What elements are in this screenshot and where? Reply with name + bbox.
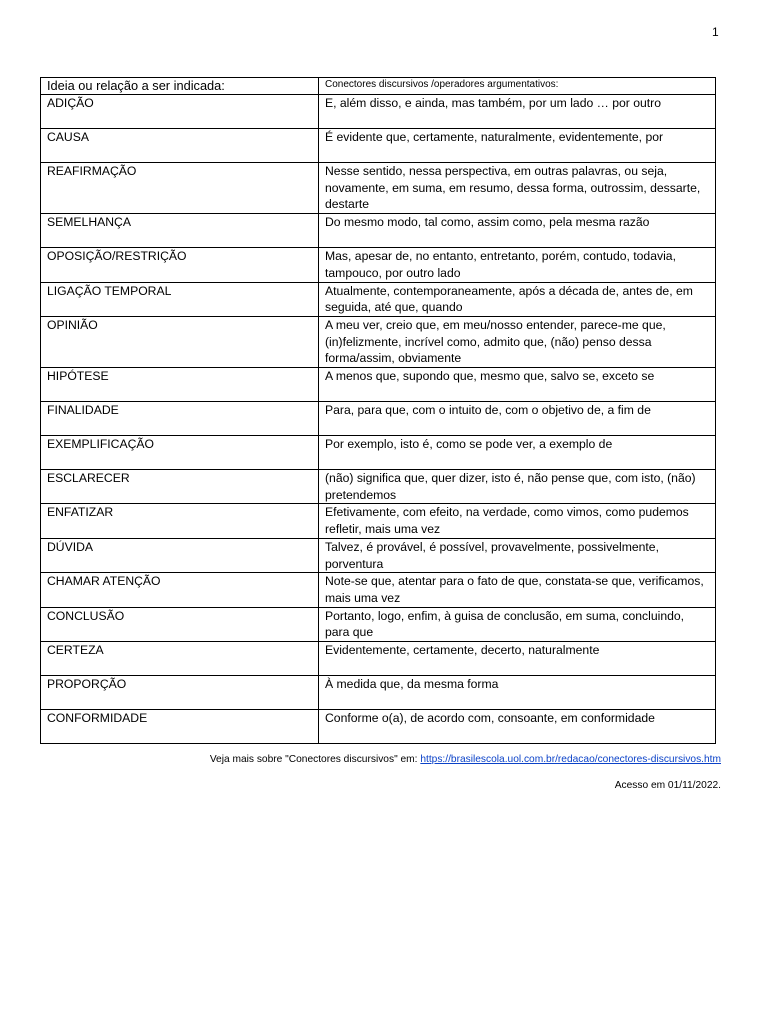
connectors-cell: Efetivamente, com efeito, na verdade, como vimos, como pudemos refletir, mais uma vez [319, 504, 716, 538]
idea-cell: CHAMAR ATENÇÃO [41, 573, 319, 607]
idea-cell: CONFORMIDADE [41, 710, 319, 744]
table-row [41, 129, 716, 163]
access-date: Acesso em 01/11/2022. [614, 780, 721, 791]
table-row [41, 538, 716, 572]
idea-cell: ENFATIZAR [41, 504, 319, 538]
idea-cell: CERTEZA [41, 642, 319, 676]
connectors-cell: Nesse sentido, nessa perspectiva, em outras palavras, ou seja, novamente, em suma, em resumo, dessa forma, outrossim, dessarte, destarte [319, 163, 716, 214]
idea-cell: CONCLUSÃO [41, 607, 319, 641]
idea-cell: OPINIÃO [41, 316, 319, 367]
connectors-cell: Portanto, logo, enfim, à guisa de conclusão, em suma, concluindo, para que [319, 607, 716, 641]
idea-cell: OPOSIÇÃO/RESTRIÇÃO [41, 248, 319, 282]
idea-cell: CAUSA [41, 129, 319, 163]
table-row [41, 368, 716, 402]
idea-cell: EXEMPLIFICAÇÃO [41, 436, 319, 470]
idea-cell: HIPÓTESE [41, 368, 319, 402]
connectors-cell: Do mesmo modo, tal como, assim como, pela mesma razão [319, 214, 716, 248]
connectors-cell: Note-se que, atentar para o fato de que, constata-se que, verificamos, mais uma vez [319, 573, 716, 607]
table-row [41, 316, 716, 367]
connectors-table [40, 77, 716, 744]
table-row [41, 470, 716, 504]
idea-cell: SEMELHANÇA [41, 214, 319, 248]
source-prefix: Veja mais sobre "Conectores discursivos" em: [209, 754, 421, 765]
table-row [41, 710, 716, 744]
table-row [41, 248, 716, 282]
connectors-cell: Para, para que, com o intuito de, com o objetivo de, a fim de [319, 402, 716, 436]
connectors-cell: E, além disso, e ainda, mas também, por um lado … por outro [319, 95, 716, 129]
idea-cell: DÚVIDA [41, 538, 319, 572]
idea-cell: REAFIRMAÇÃO [41, 163, 319, 214]
table-row [41, 642, 716, 676]
connectors-cell: Atualmente, contemporaneamente, após a década de, antes de, em seguida, até que, quando [319, 282, 716, 316]
connectors-cell: Por exemplo, isto é, como se pode ver, a exemplo de [319, 436, 716, 470]
table-row [41, 573, 716, 607]
table-row [41, 676, 716, 710]
connectors-cell: Conforme o(a), de acordo com, consoante, em conformidade [319, 710, 716, 744]
source-note [210, 754, 721, 765]
connectors-cell: À medida que, da mesma forma [319, 676, 716, 710]
connectors-cell: Talvez, é provável, é possível, provavelmente, possivelmente, porventura [319, 538, 716, 572]
idea-cell: ADIÇÃO [41, 95, 319, 129]
table-row [41, 163, 716, 214]
table-row [41, 214, 716, 248]
table-row [41, 436, 716, 470]
connectors-cell: Evidentemente, certamente, decerto, naturalmente [319, 642, 716, 676]
connectors-cell: A menos que, supondo que, mesmo que, salvo se, exceto se [319, 368, 716, 402]
idea-cell: FINALIDADE [41, 402, 319, 436]
table-row [41, 95, 716, 129]
table-row [41, 402, 716, 436]
table-row [41, 504, 716, 538]
connectors-cell: (não) significa que, quer dizer, isto é, não pense que, com isto, (não) pretendemos [319, 470, 716, 504]
idea-cell: LIGAÇÃO TEMPORAL [41, 282, 319, 316]
idea-cell: ESCLARECER [41, 470, 319, 504]
source-link[interactable]: https://brasilescola.uol.com.br/redacao/conectores-discursivos.htm [420, 754, 721, 765]
page-number: 1 [712, 25, 719, 39]
header-connectors: Conectores discursivos /operadores argumentativos: [319, 78, 716, 95]
connectors-cell: Mas, apesar de, no entanto, entretanto, porém, contudo, todavia, tampouco, por outro lado [319, 248, 716, 282]
idea-cell: PROPORÇÃO [41, 676, 319, 710]
connectors-cell: É evidente que, certamente, naturalmente, evidentemente, por [319, 129, 716, 163]
connectors-cell: A meu ver, creio que, em meu/nosso entender, parece-me que, (in)felizmente, incrível como, admito que, (não) penso dessa forma/assim, obviamente [319, 316, 716, 367]
table-header-row [41, 78, 716, 95]
table-row [41, 282, 716, 316]
table-row [41, 607, 716, 641]
header-idea: Ideia ou relação a ser indicada: [41, 78, 319, 95]
